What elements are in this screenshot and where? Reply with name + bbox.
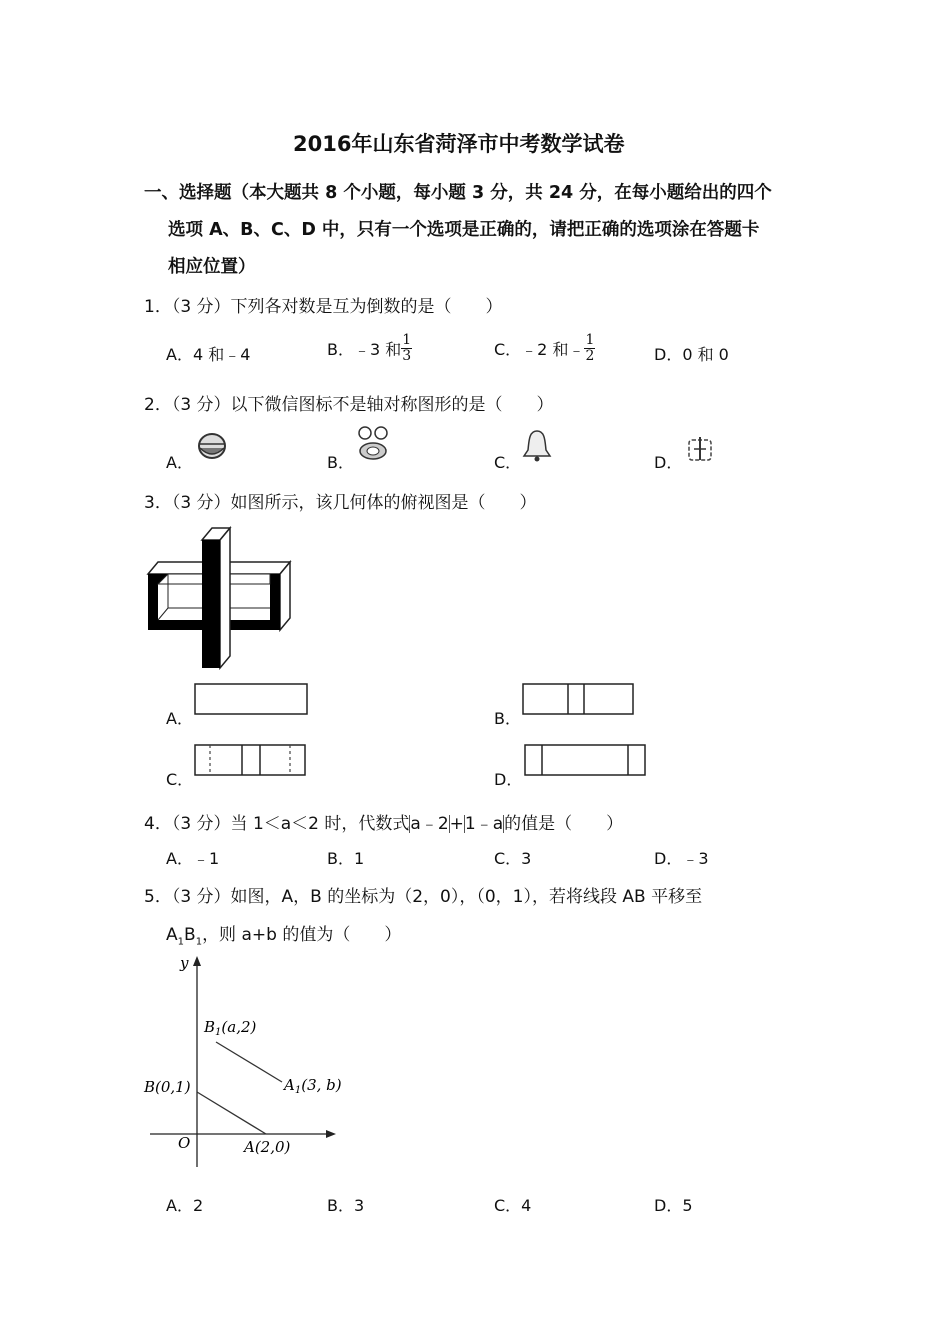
fraction-numerator: 1 (402, 332, 412, 348)
q3-option-a-figure (194, 683, 310, 717)
q3-option-d[interactable]: D． (494, 770, 523, 789)
q5-option-b[interactable]: B．3 (327, 1196, 365, 1215)
q5-option-d[interactable]: D．5 (654, 1196, 693, 1215)
fraction-numerator: 1 (585, 332, 595, 348)
q2-stem: 2．（3 分）以下微信图标不是轴对称图形的是（ ） (144, 395, 554, 415)
fraction-denominator: 3 (402, 348, 412, 364)
q2-option-c-bell-icon (520, 428, 554, 464)
a1-letter: A (284, 1076, 295, 1094)
q1-option-b-fraction (401, 333, 412, 364)
q5-stem-line2 (166, 920, 401, 947)
q1-option-b-label: B．﹣3 和 (327, 340, 402, 359)
q4-option-d[interactable]: D．﹣3 (654, 849, 709, 868)
fraction-denominator: 2 (585, 348, 595, 364)
b1-coord: (a,2) (221, 1018, 257, 1036)
q4-option-a[interactable]: A．﹣1 (166, 849, 220, 868)
q5-stem-rest: ，则 a+b 的值为（ ） (202, 925, 402, 945)
q4-stem (144, 809, 623, 834)
section-heading-line3: 相应位置） (168, 257, 256, 277)
q1-option-a[interactable]: A．4 和﹣4 (166, 345, 251, 364)
q5-stem-sub2: 1 (195, 936, 203, 948)
q3-solid-figure (144, 524, 294, 670)
q4-option-c[interactable]: C．3 (494, 849, 532, 868)
q2-option-b-icon (354, 424, 394, 464)
x-axis-arrow (326, 1130, 336, 1138)
q3-option-c-figure (194, 744, 308, 778)
q2-option-a[interactable]: A． (166, 453, 193, 472)
a1-subscript: 1 (294, 1085, 302, 1096)
point-a-label: A(2,0) (244, 1138, 291, 1156)
q4-option-b[interactable]: B．1 (327, 849, 365, 868)
q4-abs1: a﹣2 (410, 814, 449, 834)
q1-option-b[interactable] (327, 333, 412, 364)
segment-a1b1 (216, 1042, 282, 1082)
q5-stem-sub1: 1 (177, 936, 185, 948)
q1-option-c-fraction (584, 333, 595, 364)
page-title: 2016年山东省菏泽市中考数学试卷 (293, 132, 625, 156)
q1-option-c-label: C．﹣2 和﹣ (494, 340, 585, 359)
point-b1-label (203, 1018, 257, 1038)
q5-stem-a: A (166, 925, 178, 945)
point-a1-label (282, 1076, 342, 1096)
b1-subscript: 1 (215, 1027, 222, 1038)
segment-ab (197, 1092, 266, 1134)
q1-option-c[interactable] (494, 333, 595, 364)
q2-option-c[interactable]: C． (494, 453, 522, 472)
q3-option-c[interactable]: C． (166, 770, 194, 789)
q2-option-a-icon (194, 430, 230, 464)
q3-stem: 3．（3 分）如图所示，该几何体的俯视图是（ ） (144, 493, 537, 513)
q4-abs2: 1﹣a (464, 814, 504, 834)
b1-letter: B (204, 1018, 216, 1036)
q5-option-c[interactable]: C．4 (494, 1196, 532, 1215)
q4-stem-pre: 4．（3 分）当 1＜a＜2 时，代数式 (144, 814, 410, 834)
q5-coordinate-graph (140, 950, 360, 1176)
origin-label: O (178, 1134, 191, 1152)
q5-option-a[interactable]: A．2 (166, 1196, 204, 1215)
section-heading-line1: 一、选择题（本大题共 8 个小题，每小题 3 分，共 24 分，在每小题给出的四个 (144, 183, 772, 203)
section-heading-line2: 选项 A、B、C、D 中，只有一个选项是正确的，请把正确的选项涂在答题卡 (168, 220, 760, 240)
y-axis-arrow (193, 956, 201, 966)
q3-option-d-figure (524, 744, 648, 778)
q4-stem-post: 的值是（ ） (504, 814, 624, 834)
q1-stem: 1．（3 分）下列各对数是互为倒数的是（ ） (144, 297, 503, 317)
q2-option-d[interactable]: D． (654, 453, 683, 472)
q2-option-b[interactable]: B． (327, 453, 354, 472)
a1-coord: (3, b) (301, 1076, 342, 1094)
q1-option-d[interactable]: D．0 和 0 (654, 345, 729, 364)
q3-option-b-figure (522, 683, 638, 717)
q2-option-d-icon (684, 434, 716, 464)
y-axis-label: y (180, 954, 189, 972)
q3-option-b[interactable]: B． (494, 709, 521, 728)
point-b-label: B(0,1) (144, 1078, 191, 1096)
q5-stem-b: B (184, 925, 196, 945)
q5-stem-line1: 5．（3 分）如图，A，B 的坐标为（2，0），（0，1），若将线段 AB 平移至 (144, 887, 703, 907)
q3-option-a[interactable]: A． (166, 709, 193, 728)
q4-plus: + (449, 814, 464, 834)
